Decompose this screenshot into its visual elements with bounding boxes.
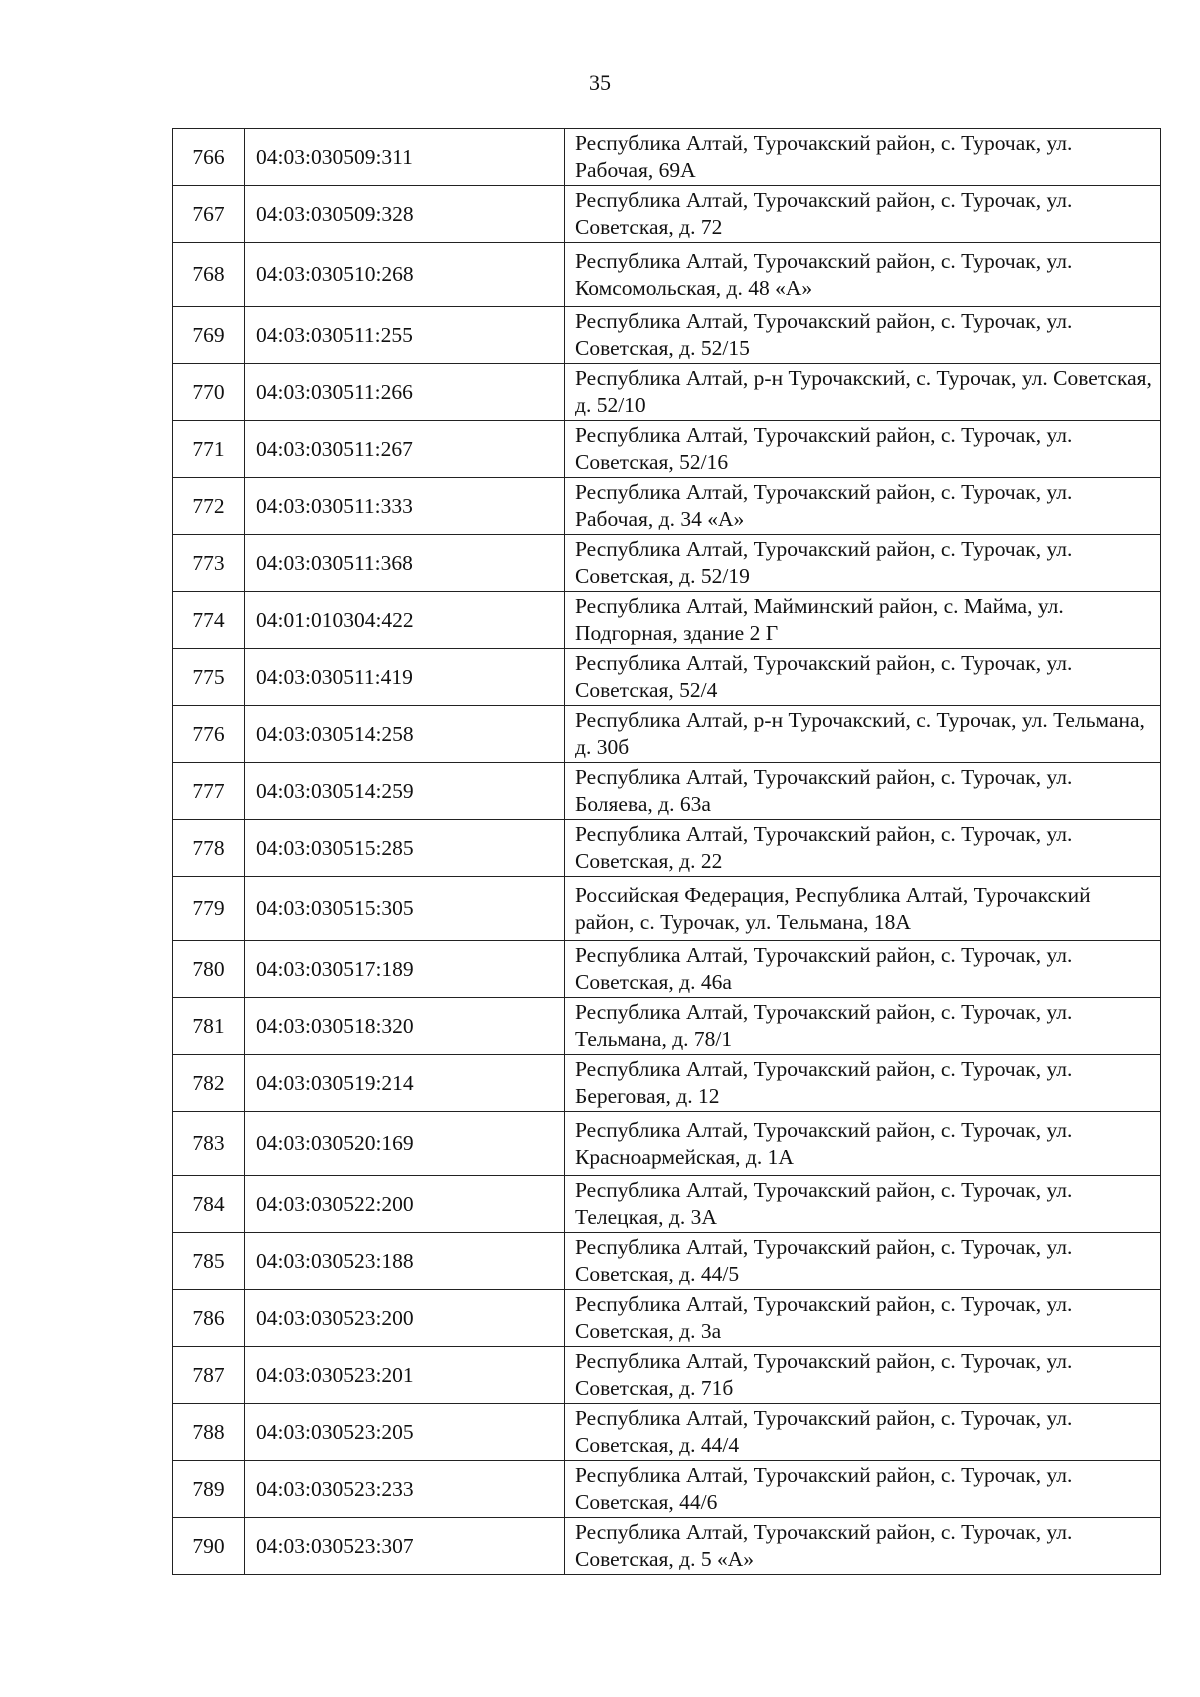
address: Республика Алтай, Турочакский район, с. Турочак, ул. Рабочая, д. 34 «А» xyxy=(565,478,1161,535)
table-row xyxy=(173,1233,1161,1290)
row-number: 782 xyxy=(173,1055,245,1112)
table-row xyxy=(173,592,1161,649)
address: Республика Алтай, Турочакский район, с. Турочак, ул. Советская, д. 71б xyxy=(565,1347,1161,1404)
cadastral-number: 04:03:030523:233 xyxy=(245,1461,565,1518)
row-number: 766 xyxy=(173,129,245,186)
table-row xyxy=(173,421,1161,478)
row-number: 771 xyxy=(173,421,245,478)
cadastral-registry-table xyxy=(172,128,1161,1575)
row-number: 776 xyxy=(173,706,245,763)
cadastral-number: 04:03:030511:255 xyxy=(245,307,565,364)
address: Республика Алтай, Турочакский район, с. Турочак, ул. Тельмана, д. 78/1 xyxy=(565,998,1161,1055)
address: Республика Алтай, Турочакский район, с. Турочак, ул. Советская, д. 52/19 xyxy=(565,535,1161,592)
row-number: 767 xyxy=(173,186,245,243)
address: Республика Алтай, Турочакский район, с. Турочак, ул. Рабочая, 69А xyxy=(565,129,1161,186)
cadastral-number: 04:03:030511:419 xyxy=(245,649,565,706)
table-row xyxy=(173,243,1161,307)
row-number: 785 xyxy=(173,1233,245,1290)
cadastral-number: 04:03:030510:268 xyxy=(245,243,565,307)
address: Республика Алтай, Турочакский район, с. Турочак, ул. Советская, 44/6 xyxy=(565,1461,1161,1518)
row-number: 781 xyxy=(173,998,245,1055)
address: Республика Алтай, Турочакский район, с. Турочак, ул. Красноармейская, д. 1А xyxy=(565,1112,1161,1176)
table-row xyxy=(173,820,1161,877)
cadastral-number: 04:03:030515:285 xyxy=(245,820,565,877)
table-row xyxy=(173,998,1161,1055)
table-row xyxy=(173,1290,1161,1347)
row-number: 772 xyxy=(173,478,245,535)
row-number: 770 xyxy=(173,364,245,421)
row-number: 783 xyxy=(173,1112,245,1176)
table-row xyxy=(173,1461,1161,1518)
cadastral-number: 04:03:030519:214 xyxy=(245,1055,565,1112)
row-number: 786 xyxy=(173,1290,245,1347)
cadastral-number: 04:03:030514:258 xyxy=(245,706,565,763)
cadastral-number: 04:03:030523:200 xyxy=(245,1290,565,1347)
table-row xyxy=(173,763,1161,820)
row-number: 784 xyxy=(173,1176,245,1233)
table-row xyxy=(173,1176,1161,1233)
cadastral-number: 04:03:030514:259 xyxy=(245,763,565,820)
cadastral-number: 04:03:030511:368 xyxy=(245,535,565,592)
cadastral-number: 04:03:030515:305 xyxy=(245,877,565,941)
cadastral-number: 04:03:030522:200 xyxy=(245,1176,565,1233)
table-row xyxy=(173,1112,1161,1176)
address: Республика Алтай, Турочакский район, с. Турочак, ул. Советская, д. 5 «А» xyxy=(565,1518,1161,1575)
table-row xyxy=(173,129,1161,186)
cadastral-number: 04:03:030517:189 xyxy=(245,941,565,998)
address: Республика Алтай, Турочакский район, с. Турочак, ул. Советская, 52/16 xyxy=(565,421,1161,478)
cadastral-number: 04:03:030511:333 xyxy=(245,478,565,535)
table-row xyxy=(173,1518,1161,1575)
table-row xyxy=(173,186,1161,243)
table-row xyxy=(173,478,1161,535)
address: Республика Алтай, Турочакский район, с. Турочак, ул. Советская, д. 72 xyxy=(565,186,1161,243)
row-number: 788 xyxy=(173,1404,245,1461)
row-number: 769 xyxy=(173,307,245,364)
address: Республика Алтай, Турочакский район, с. Турочак, ул. Береговая, д. 12 xyxy=(565,1055,1161,1112)
row-number: 787 xyxy=(173,1347,245,1404)
table-row xyxy=(173,941,1161,998)
table-row xyxy=(173,877,1161,941)
cadastral-number: 04:01:010304:422 xyxy=(245,592,565,649)
table-row xyxy=(173,364,1161,421)
address: Республика Алтай, Турочакский район, с. Турочак, ул. Советская, д. 3а xyxy=(565,1290,1161,1347)
row-number: 789 xyxy=(173,1461,245,1518)
cadastral-number: 04:03:030523:307 xyxy=(245,1518,565,1575)
row-number: 780 xyxy=(173,941,245,998)
address: Республика Алтай, Турочакский район, с. Турочак, ул. Советская, д. 46а xyxy=(565,941,1161,998)
cadastral-number: 04:03:030518:320 xyxy=(245,998,565,1055)
table-row xyxy=(173,706,1161,763)
address: Республика Алтай, Турочакский район, с. Турочак, ул. Телецкая, д. 3А xyxy=(565,1176,1161,1233)
table-row xyxy=(173,307,1161,364)
address: Республика Алтай, Турочакский район, с. Турочак, ул. Советская, д. 52/15 xyxy=(565,307,1161,364)
address: Республика Алтай, Турочакский район, с. Турочак, ул. Советская, д. 44/4 xyxy=(565,1404,1161,1461)
address: Республика Алтай, Турочакский район, с. Турочак, ул. Комсомольская, д. 48 «А» xyxy=(565,243,1161,307)
address: Республика Алтай, Турочакский район, с. Турочак, ул. Советская, 52/4 xyxy=(565,649,1161,706)
row-number: 768 xyxy=(173,243,245,307)
address: Российская Федерация, Республика Алтай, Турочакский район, с. Турочак, ул. Тельмана, 18А xyxy=(565,877,1161,941)
address: Республика Алтай, р-н Турочакский, с. Турочак, ул. Советская, д. 52/10 xyxy=(565,364,1161,421)
cadastral-number: 04:03:030523:205 xyxy=(245,1404,565,1461)
table-row xyxy=(173,1404,1161,1461)
row-number: 779 xyxy=(173,877,245,941)
address: Республика Алтай, Турочакский район, с. Турочак, ул. Советская, д. 22 xyxy=(565,820,1161,877)
cadastral-number: 04:03:030511:266 xyxy=(245,364,565,421)
cadastral-number: 04:03:030520:169 xyxy=(245,1112,565,1176)
row-number: 775 xyxy=(173,649,245,706)
table-row xyxy=(173,649,1161,706)
cadastral-number: 04:03:030509:328 xyxy=(245,186,565,243)
row-number: 778 xyxy=(173,820,245,877)
address: Республика Алтай, Майминский район, с. Майма, ул. Подгорная, здание 2 Г xyxy=(565,592,1161,649)
table-row xyxy=(173,1347,1161,1404)
cadastral-number: 04:03:030511:267 xyxy=(245,421,565,478)
row-number: 774 xyxy=(173,592,245,649)
address: Республика Алтай, р-н Турочакский, с. Турочак, ул. Тельмана, д. 30б xyxy=(565,706,1161,763)
row-number: 777 xyxy=(173,763,245,820)
table-row xyxy=(173,1055,1161,1112)
row-number: 773 xyxy=(173,535,245,592)
table-row xyxy=(173,535,1161,592)
address: Республика Алтай, Турочакский район, с. Турочак, ул. Советская, д. 44/5 xyxy=(565,1233,1161,1290)
row-number: 790 xyxy=(173,1518,245,1575)
cadastral-number: 04:03:030509:311 xyxy=(245,129,565,186)
cadastral-number: 04:03:030523:188 xyxy=(245,1233,565,1290)
address: Республика Алтай, Турочакский район, с. Турочак, ул. Боляева, д. 63а xyxy=(565,763,1161,820)
page-number: 35 xyxy=(589,70,611,95)
cadastral-number: 04:03:030523:201 xyxy=(245,1347,565,1404)
